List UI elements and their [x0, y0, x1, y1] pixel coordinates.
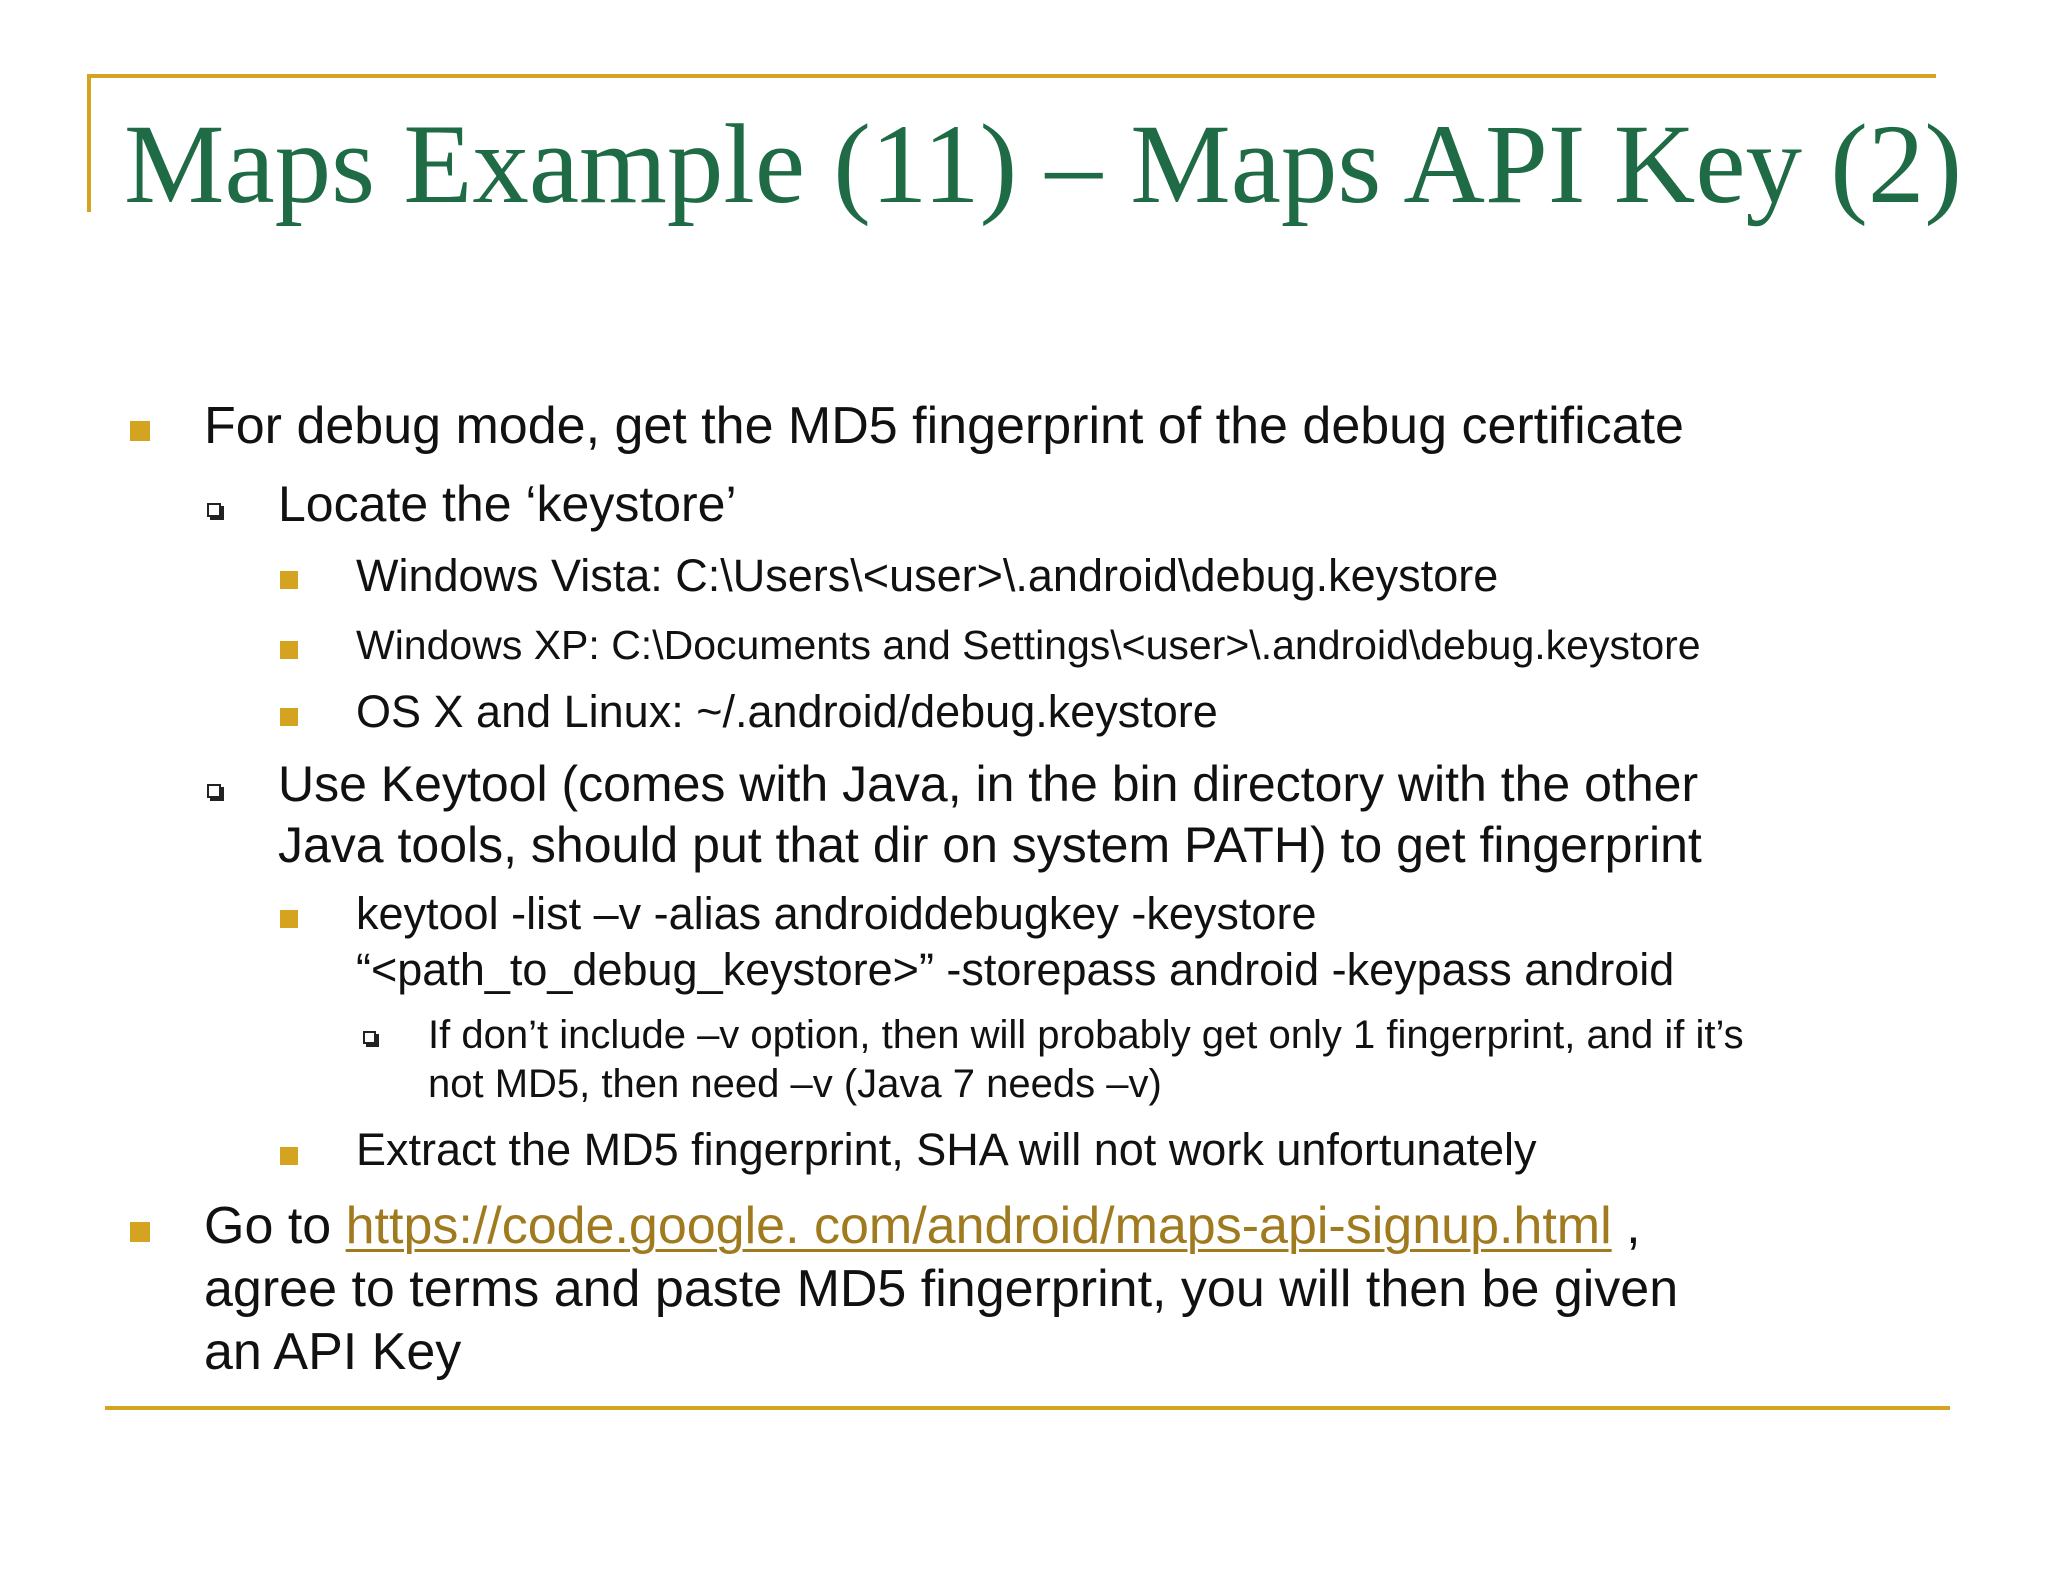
- bullet-use-keytool-line2: Java tools, should put that dir on system PATH) to get fingerprint: [278, 817, 1702, 873]
- maps-api-signup-link[interactable]: https://code.google. com/android/maps-api-signup.html: [345, 1197, 1612, 1255]
- sub-bullet-hollow-icon: [363, 1031, 376, 1044]
- bullet-locate-keystore: Locate the ‘keystore’: [278, 476, 737, 532]
- sub-bullet-hollow-icon: [207, 503, 221, 517]
- bullet-windows-xp-path: Windows XP: C:\Documents and Settings\<user>\.android\debug.keystore: [356, 622, 1701, 668]
- bottom-rule: [105, 1406, 1950, 1410]
- bullet-square-icon: [280, 708, 298, 726]
- bullet-square-icon: [130, 421, 150, 441]
- bullet-square-icon: [280, 910, 298, 928]
- bullet-square-icon: [130, 1222, 150, 1242]
- bullet-v-option-note-line2: not MD5, then need –v (Java 7 needs –v): [428, 1062, 1162, 1106]
- bullet-square-icon: [280, 571, 298, 589]
- left-rule: [87, 74, 91, 212]
- sub-bullet-hollow-icon: [207, 784, 221, 798]
- bullet-debug-mode: For debug mode, get the MD5 fingerprint of the debug certificate: [204, 397, 1684, 455]
- bullet-keytool-command-line2: “<path_to_debug_keystore>” -storepass android -keypass android: [356, 944, 1675, 995]
- slide-title: Maps Example (11) – Maps API Key (2): [124, 102, 1963, 227]
- bullet-extract-md5: Extract the MD5 fingerprint, SHA will not work unfortunately: [356, 1124, 1537, 1175]
- bullet-keytool-command-line1: keytool -list –v -alias androiddebugkey -keystore: [356, 888, 1317, 939]
- bullet-go-to-line3: an API Key: [204, 1323, 462, 1381]
- top-rule: [87, 74, 1936, 78]
- bullet-go-to-line2: agree to terms and paste MD5 fingerprint, you will then be given: [204, 1260, 1679, 1318]
- bullet-go-to-line1: [204, 1196, 1641, 1256]
- go-to-suffix: ,: [1611, 1197, 1641, 1255]
- go-to-prefix: Go to: [204, 1197, 346, 1255]
- bullet-windows-vista-path: Windows Vista: C:\Users\<user>\.android\debug.keystore: [356, 550, 1499, 601]
- bullet-square-icon: [280, 641, 298, 659]
- bullet-use-keytool-line1: Use Keytool (comes with Java, in the bin directory with the other: [278, 756, 1699, 812]
- bullet-osx-linux-path: OS X and Linux: ~/.android/debug.keystore: [356, 686, 1218, 737]
- bullet-v-option-note-line1: If don’t include –v option, then will probably get only 1 fingerprint, and if it’s: [428, 1013, 1744, 1057]
- bullet-square-icon: [280, 1147, 298, 1165]
